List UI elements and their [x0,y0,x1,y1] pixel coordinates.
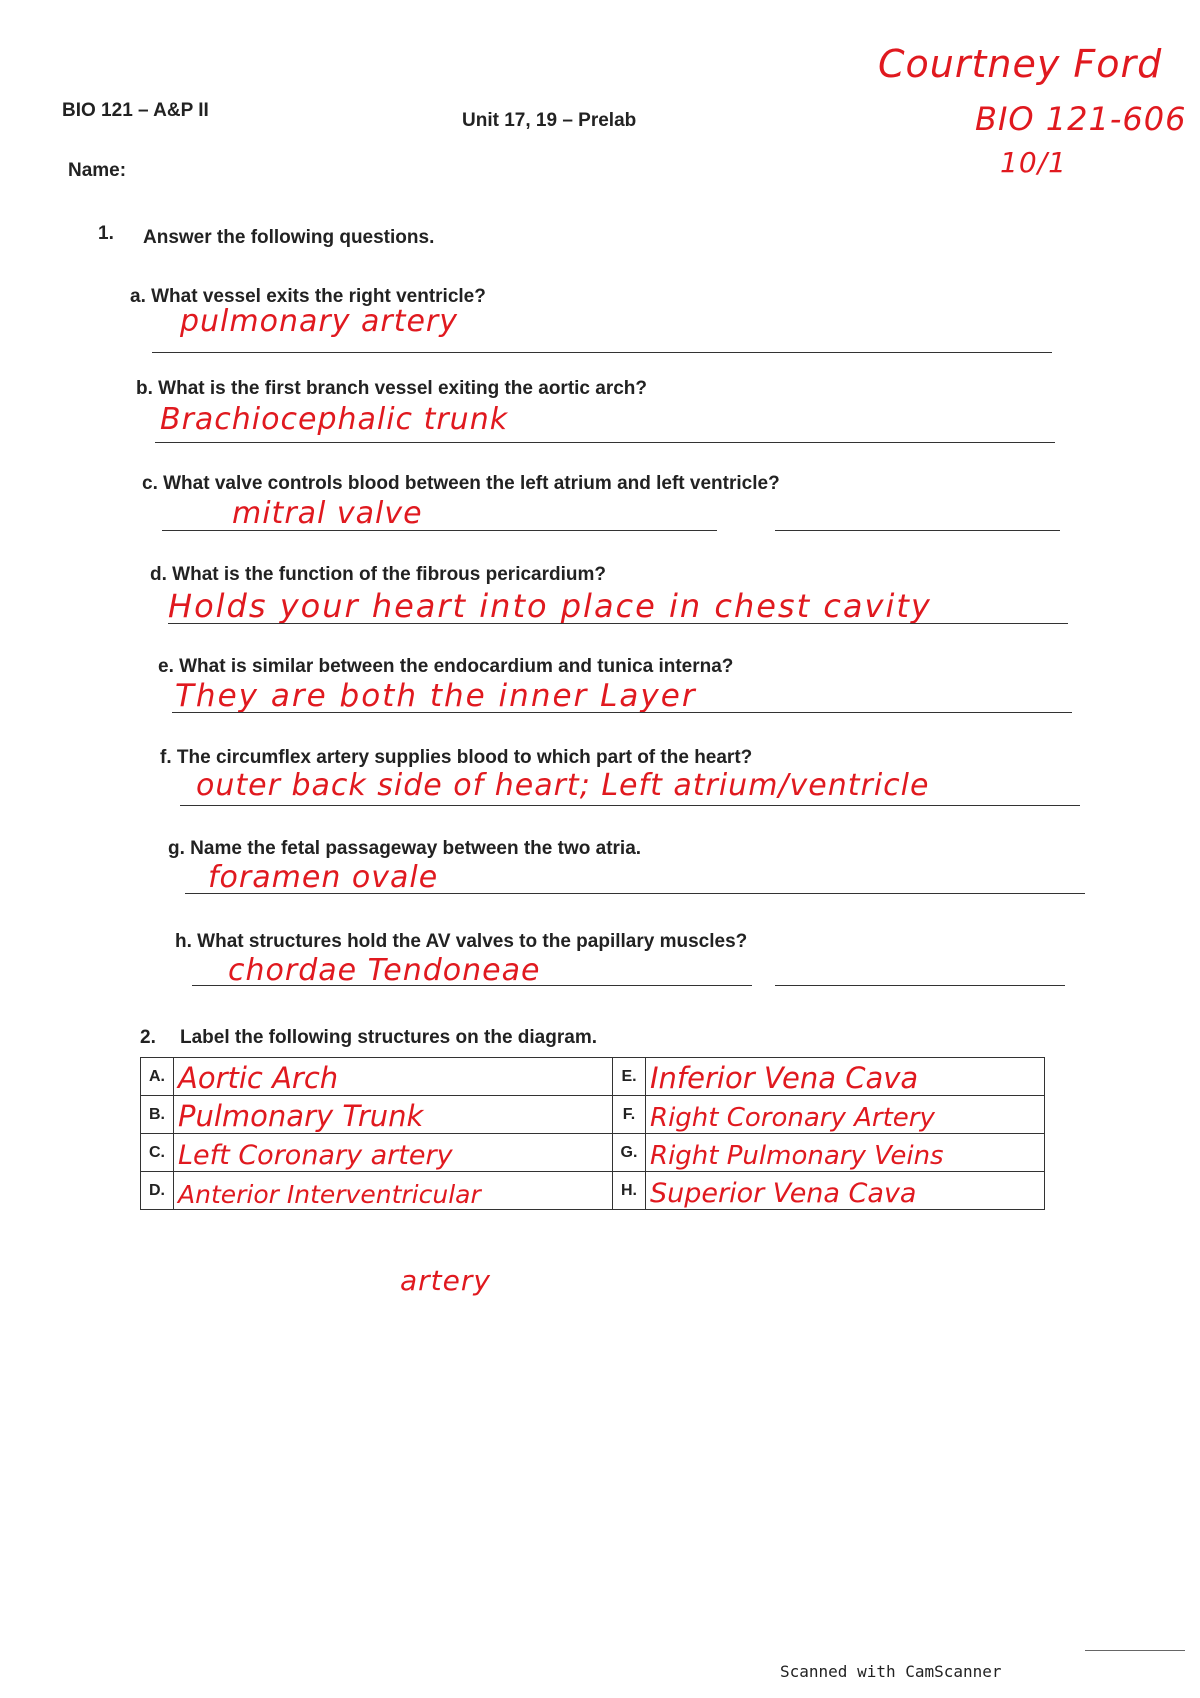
course-title: BIO 121 – A&P II [62,100,209,121]
question-d: d. What is the function of the fibrous pericardium? [150,564,606,585]
question-f: f. The circumflex artery supplies blood to which part of the heart? [160,747,753,768]
footer-rule [1085,1650,1185,1651]
label-value-g: Right Pulmonary Veins [646,1134,1045,1172]
label-value-c: Left Coronary artery [174,1134,613,1172]
label-value-f: Right Coronary Artery [646,1096,1045,1134]
question-e: e. What is similar between the endocardium and tunica interna? [158,656,734,677]
table-row [141,1058,1045,1096]
name-label: Name: [68,160,127,181]
answer-f: outer back side of heart; Left atrium/ventricle [196,768,930,803]
table-row [141,1134,1045,1172]
question-a: a. What vessel exits the right ventricle? [130,286,486,307]
label-letter-a: A. [141,1058,174,1096]
question-c: c. What valve controls blood between the left atrium and left ventricle? [142,473,780,494]
table-row [141,1096,1045,1134]
answer-b: Brachiocephalic trunk [160,402,509,437]
answer-c: mitral valve [232,496,423,531]
answer-line-c2 [775,530,1060,531]
answer-a: pulmonary artery [180,304,459,339]
answer-line-h1 [192,985,752,986]
question-g: g. Name the fetal passageway between the two atria. [168,838,642,859]
answer-line-b [155,442,1055,443]
answer-line-h2 [775,985,1065,986]
answer-line-a [152,352,1052,353]
label-letter-g: G. [613,1134,646,1172]
answer-e: They are both the inner Layer [175,678,697,714]
label-letter-d: D. [141,1172,174,1210]
label-letter-c: C. [141,1134,174,1172]
label-value-e: Inferior Vena Cava [646,1058,1045,1096]
label-letter-f: F. [613,1096,646,1134]
answer-h: chordae Tendoneae [228,953,541,988]
label-value-d: Anterior Interventricular [174,1172,613,1210]
label-value-d-continued: artery [400,1264,491,1297]
label-value-b: Pulmonary Trunk [174,1096,613,1134]
section1-number: 1. [98,223,114,244]
label-letter-b: B. [141,1096,174,1134]
label-table [140,1057,1045,1210]
answer-g: foramen ovale [208,860,439,895]
answer-line-e [172,712,1072,713]
section1-instruction: Answer the following questions. [143,227,435,248]
submission-date: 10/1 [1000,146,1067,179]
scanner-watermark: Scanned with CamScanner [780,1662,1002,1681]
section2-instruction: Label the following structures on the diagram. [180,1027,597,1048]
student-name: Courtney Ford [878,42,1163,86]
student-section: BIO 121-606 [975,100,1187,138]
section2-number: 2. [140,1027,156,1048]
question-b: b. What is the first branch vessel exiting the aortic arch? [136,378,648,399]
answer-line-c1 [162,530,717,531]
table-row [141,1172,1045,1210]
answer-line-d [168,623,1068,624]
label-value-h: Superior Vena Cava [646,1172,1045,1210]
question-h: h. What structures hold the AV valves to the papillary muscles? [175,931,748,952]
unit-title: Unit 17, 19 – Prelab [462,110,637,131]
label-value-a: Aortic Arch [174,1058,613,1096]
answer-line-f [180,805,1080,806]
label-letter-e: E. [613,1058,646,1096]
answer-d: Holds your heart into place in chest cavity [168,587,932,625]
answer-line-g [185,893,1085,894]
label-letter-h: H. [613,1172,646,1210]
